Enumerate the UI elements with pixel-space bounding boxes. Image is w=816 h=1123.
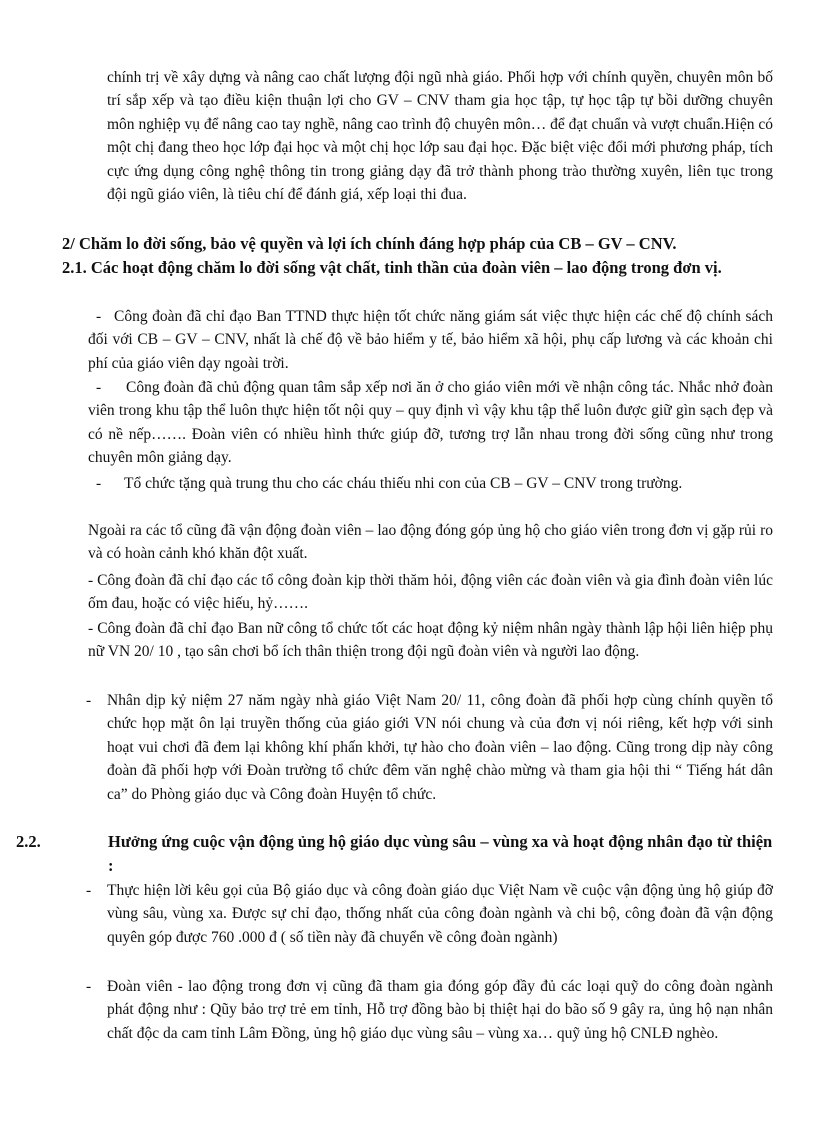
- bullet-dash: -: [96, 308, 102, 325]
- subsection-2-2-title: Hưởng ứng cuộc vận động ủng hộ giáo dục vùng sâu – vùng xa và hoạt động nhân đạo từ thiện :: [108, 832, 773, 875]
- donation-item-1: Thực hiện lời kêu gọi của Bộ giáo dục và công đoàn giáo dục Việt Nam về cuộc vận động ủng hộ giúp đỡ vùng sâu, vùng xa. Được sự chỉ đạo, thống nhất của công đoàn ngành và chi bộ, công đoàn đã vận động quyên góp được 760 .000 đ ( số tiền này đã chuyển về công đoàn ngành): [107, 882, 773, 946]
- bullet-dash: -: [86, 882, 92, 899]
- care-item-6: Nhân dịp kỷ niệm 27 năm ngày nhà giáo Việt Nam 20/ 11, công đoàn đã phối hợp cùng chính quyền tổ chức họp mặt ôn lại truyền thống của giáo giới VN nói chung và của đơn vị nói riêng, kết hợp với sinh hoạt vui chơi đã đem lại không khí phấn khởi, tự hào cho đoàn viên – lao động. Cũng trong dịp này công đoàn đã phối hợp với Đoàn trường tổ chức đêm văn nghệ chào mừng và tham gia hội thi “ Tiếng hát dân ca” do Phòng giáo dục và Công đoàn Huyện tổ chức.: [107, 692, 773, 803]
- intro-paragraph: chính trị về xây dựng và nâng cao chất lượng đội ngũ nhà giáo. Phối hợp với chính quyền, chuyên môn bố trí sắp xếp và tạo điều kiện thuận lợi cho GV – CNV tham gia học tập, tự học tập tự bồi dưỡng chuyên môn nghiệp vụ để nâng cao tay nghề, nâng cao trình độ chuyên môn… để đạt chuẩn và vượt chuẩn.Hiện có một chị đang theo học lớp đại học và một chị học lớp sau đại học. Đặc biệt việc đổi mới phương pháp, tích cực ứng dụng công nghệ thông tin trong giảng dạy đã trở thành phong trào thường xuyên, liên tục trong đội ngũ giáo viên, là tiêu chí để đánh giá, xếp loại thi đua.: [107, 69, 773, 204]
- care-item-3: Tổ chức tặng quà trung thu cho các cháu thiếu nhi con của CB – GV – CNV trong trường.: [124, 475, 683, 492]
- bullet-dash: -: [86, 692, 92, 709]
- care-item-5: - Công đoàn đã chỉ đạo Ban nữ công tổ chức tốt các hoạt động kỷ niệm nhân ngày thành lập hội liên hiệp phụ nữ VN 20/ 10 , tạo sân chơi bổ ích thân thiện trong đội ngũ đoàn viên và người lao động.: [88, 620, 773, 661]
- subsection-2-2-number: 2.2.: [16, 832, 41, 851]
- subsection-2-1-heading: 2.1. Các hoạt động chăm lo đời sống vật chất, tinh thần của đoàn viên – lao động trong đơn vị.: [62, 258, 722, 277]
- bullet-dash: -: [86, 978, 92, 995]
- bullet-dash: -: [96, 379, 102, 396]
- donation-item-2: Đoàn viên - lao động trong đơn vị cũng đã tham gia đóng góp đầy đủ các loại quỹ do công đoàn ngành phát động như : Qũy bảo trợ trẻ em tỉnh, Hỗ trợ đồng bào bị thiệt hại do bão số 9 gây ra, ủng hộ nạn nhân chất độc da cam tỉnh Lâm Đồng, ủng hộ giáo dục vùng sâu – vùng xa… quỹ ủng hộ CNLĐ nghèo.: [107, 978, 773, 1042]
- care-paragraph-extra: Ngoài ra các tổ cũng đã vận động đoàn viên – lao động đóng góp ủng hộ cho giáo viên trong đơn vị gặp rủi ro và có hoàn cảnh khó khăn đột xuất.: [88, 522, 773, 563]
- subsection-2-2-heading: [16, 830, 774, 878]
- care-item-1: Công đoàn đã chỉ đạo Ban TTND thực hiện tốt chức năng giám sát việc thực hiện các chế độ chính sách đối với CB – GV – CNV, nhất là chế độ về bảo hiểm y tế, bảo hiểm xã hội, phụ cấp lương và các khoản chi phí của giáo viên dạy ngoài trời.: [88, 308, 773, 372]
- bullet-dash: -: [96, 475, 102, 492]
- section-2-heading: 2/ Chăm lo đời sống, bảo vệ quyền và lợi ích chính đáng hợp pháp của CB – GV – CNV.: [62, 234, 677, 253]
- care-item-2: Công đoàn đã chủ động quan tâm sắp xếp nơi ăn ở cho giáo viên mới về nhận công tác. Nhắc nhở đoàn viên trong khu tập thể luôn thực hiện tốt nội quy – quy định vì vậy khu tập thể luôn được giữ gìn sạch đẹp và có nề nếp……. Đoàn viên có nhiều hình thức giúp đỡ, tương trợ lẫn nhau trong đời sống cũng như trong chuyên môn giảng dạy.: [88, 379, 773, 467]
- care-item-4: - Công đoàn đã chỉ đạo các tổ công đoàn kịp thời thăm hỏi, động viên các đoàn viên và gia đình đoàn viên lúc ốm đau, hoặc có việc hiếu, hỷ…….: [88, 572, 773, 613]
